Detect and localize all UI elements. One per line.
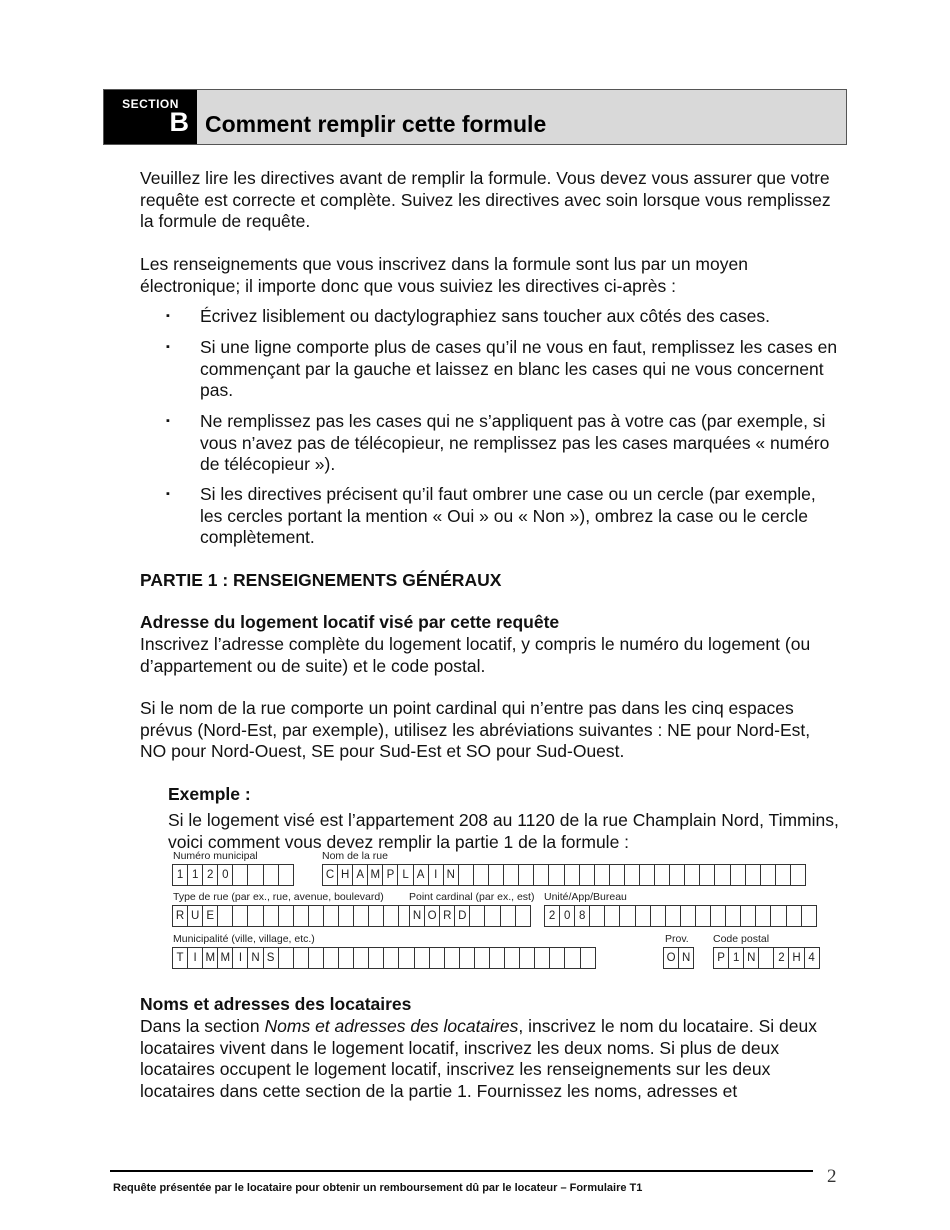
cardinal-text: Si le nom de la rue comporte un point cardinal qui n’entre pas dans les cinq espaces prévus (Nord-Est, par exemple), utilisez les abréviations suivantes : NE pour Nord-Est, NO pour Nord-Ouest, SE pour Sud-Est et SO pour Sud-Ouest. [140, 698, 811, 761]
tenants-text-rest: , inscrivez le nom du locataire. Si deux locataires vivent dans le logement locatif, inscrivez les deux noms. Si plus de deux locataires occupent le logement locatif, inscrivez les renseignements sur les deux locataires dans cette section de la partie 1. Fournissez les noms, adresses et [140, 1016, 818, 1101]
bullet-icon: ▪ [166, 341, 170, 353]
direction-box: O [424, 905, 440, 927]
label-street-name: Nom de la rue [322, 850, 388, 862]
unit-box [650, 905, 666, 927]
street-name-box [714, 864, 730, 886]
section-letter: B [169, 107, 189, 137]
street-name-box [684, 864, 700, 886]
municipality-box [549, 947, 565, 969]
municipality-box [534, 947, 550, 969]
unit-box [619, 905, 635, 927]
street-name-box [745, 864, 761, 886]
street-name-box: I [428, 864, 444, 886]
municipality-box [580, 947, 596, 969]
postal-code-box: H [788, 947, 804, 969]
street-number-boxes [172, 864, 293, 886]
municipality-box [414, 947, 430, 969]
street-name-box: H [337, 864, 353, 886]
unit-box [680, 905, 696, 927]
tenants-text [140, 1016, 840, 1102]
unit-box: 8 [574, 905, 590, 927]
label-street-type: Type de rue (par ex., rue, avenue, boulevard) [173, 891, 384, 903]
municipality-box [323, 947, 339, 969]
bullet-item-3: Ne remplissez pas les cases qui ne s’appliquent pas à votre cas (par exemple, si vous n’avez pas de télécopieur, ne remplissez pas les cases marquées « numéro de télécopieur »). [200, 411, 830, 474]
unit-box [801, 905, 817, 927]
street-name-box [564, 864, 580, 886]
street-type-box [338, 905, 354, 927]
province-box: N [678, 947, 694, 969]
bullet-item-4: Si les directives précisent qu’il faut ombrer une case ou un cercle (par exemple, les cercles portant la mention « Oui » ou « Non »), ombrez la case ou le cercle complètement. [200, 484, 816, 547]
street-type-box [293, 905, 309, 927]
street-name-boxes [322, 864, 805, 886]
municipality-box [353, 947, 369, 969]
municipality-box [564, 947, 580, 969]
label-unit: Unité/App/Bureau [544, 891, 627, 903]
street-name-box [579, 864, 595, 886]
street-name-box [669, 864, 685, 886]
municipality-box [489, 947, 505, 969]
tenants-text-italic: Noms et adresses des locataires [264, 1016, 519, 1036]
address-heading: Adresse du logement locatif visé par cette requête [140, 612, 560, 632]
postal-code-box: 1 [728, 947, 744, 969]
direction-box: R [439, 905, 455, 927]
address-text: Inscrivez l’adresse complète du logement locatif, y compris le numéro du logement (ou d’appartement ou de suite) et le code postal. [140, 634, 811, 676]
bullet-icon: ▪ [166, 415, 170, 427]
label-direction: Point cardinal (par ex., est) [409, 891, 535, 903]
bullet-item-1: Écrivez lisiblement ou dactylographiez sans toucher aux côtés des cases. [200, 306, 771, 326]
unit-box [786, 905, 802, 927]
street-name-box [790, 864, 806, 886]
street-name-box [548, 864, 564, 886]
postal-code-box: P [713, 947, 729, 969]
street-type-box [308, 905, 324, 927]
street-number-box [247, 864, 263, 886]
label-municipality: Municipalité (ville, village, etc.) [173, 933, 315, 945]
municipality-box [429, 947, 445, 969]
section-title: Comment remplir cette formule [205, 111, 547, 137]
municipality-box [293, 947, 309, 969]
postal-code-boxes [713, 947, 819, 969]
municipality-box [459, 947, 475, 969]
unit-box [665, 905, 681, 927]
street-name-box [760, 864, 776, 886]
municipality-box: M [217, 947, 233, 969]
direction-box [484, 905, 500, 927]
street-number-box: 2 [202, 864, 218, 886]
street-name-box [624, 864, 640, 886]
municipality-box [383, 947, 399, 969]
direction-box [500, 905, 516, 927]
street-type-box: U [187, 905, 203, 927]
page-number: 2 [827, 1166, 837, 1187]
street-name-box [730, 864, 746, 886]
direction-boxes [409, 905, 530, 927]
footer-text: Requête présentée par le locataire pour obtenir un remboursement dû par le locateur – Formulaire T1 [113, 1182, 643, 1194]
footer-rule [110, 1170, 813, 1172]
street-type-box [353, 905, 369, 927]
street-number-box: 1 [187, 864, 203, 886]
unit-box [604, 905, 620, 927]
example-heading: Exemple : [168, 784, 251, 804]
section-word: SECTION [122, 97, 179, 111]
unit-box [695, 905, 711, 927]
street-number-box: 1 [172, 864, 188, 886]
tenants-text-prefix: Dans la section [140, 1016, 265, 1036]
bullet-icon: ▪ [166, 310, 170, 322]
unit-box [589, 905, 605, 927]
unit-box [740, 905, 756, 927]
direction-box: D [454, 905, 470, 927]
street-name-box: A [352, 864, 368, 886]
street-type-box [247, 905, 263, 927]
province-box: O [663, 947, 679, 969]
street-name-box: N [443, 864, 459, 886]
unit-box [635, 905, 651, 927]
label-province: Prov. [665, 933, 689, 945]
unit-box [710, 905, 726, 927]
municipality-box: T [172, 947, 188, 969]
street-type-box [217, 905, 233, 927]
street-type-box [232, 905, 248, 927]
street-type-box [383, 905, 399, 927]
street-name-box [775, 864, 791, 886]
street-name-box [533, 864, 549, 886]
street-name-box [654, 864, 670, 886]
municipality-box [308, 947, 324, 969]
section-tag [104, 90, 197, 144]
street-name-box [518, 864, 534, 886]
municipality-box [368, 947, 384, 969]
street-name-box: C [322, 864, 338, 886]
unit-box: 2 [544, 905, 560, 927]
municipality-box [444, 947, 460, 969]
street-name-box [699, 864, 715, 886]
unit-box [755, 905, 771, 927]
street-name-box [473, 864, 489, 886]
street-type-boxes [172, 905, 414, 927]
direction-box [515, 905, 531, 927]
intro-paragraph-2: Les renseignements que vous inscrivez dans la formule sont lus par un moyen électronique; il importe donc que vous suiviez les directives ci-après : [140, 254, 748, 296]
label-postal-code: Code postal [713, 933, 770, 945]
municipality-box [504, 947, 520, 969]
section-header [103, 89, 847, 145]
municipality-box: I [232, 947, 248, 969]
street-name-box [594, 864, 610, 886]
postal-code-box: N [743, 947, 759, 969]
unit-box [725, 905, 741, 927]
street-number-box: 0 [217, 864, 233, 886]
example-text: Si le logement visé est l’appartement 208 au 1120 de la rue Champlain Nord, Timmins, voici comment vous devez remplir la partie 1 de la formule : [168, 810, 839, 852]
municipality-box [338, 947, 354, 969]
province-boxes [663, 947, 693, 969]
street-type-box [368, 905, 384, 927]
unit-boxes [544, 905, 816, 927]
street-number-box [278, 864, 294, 886]
label-street-number: Numéro municipal [173, 850, 258, 862]
street-number-box [263, 864, 279, 886]
postal-code-box: 4 [804, 947, 820, 969]
street-name-box: L [397, 864, 413, 886]
municipality-box [474, 947, 490, 969]
street-type-box [323, 905, 339, 927]
street-name-box [609, 864, 625, 886]
direction-box [469, 905, 485, 927]
tenants-heading: Noms et adresses des locataires [140, 994, 412, 1014]
street-name-box [488, 864, 504, 886]
street-type-box: E [202, 905, 218, 927]
street-type-box [263, 905, 279, 927]
municipality-box: N [247, 947, 263, 969]
street-name-box: P [382, 864, 398, 886]
municipality-box: S [263, 947, 279, 969]
bullet-item-2: Si une ligne comporte plus de cases qu’il ne vous en faut, remplissez les cases en commençant par la gauche et laissez en blanc les cases qui ne vous concernent pas. [200, 337, 838, 400]
street-name-box [639, 864, 655, 886]
street-name-box [458, 864, 474, 886]
municipality-boxes [172, 947, 595, 969]
postal-code-box: 2 [773, 947, 789, 969]
part1-heading: PARTIE 1 : RENSEIGNEMENTS GÉNÉRAUX [140, 570, 502, 590]
municipality-box [519, 947, 535, 969]
direction-box: N [409, 905, 425, 927]
bullet-icon: ▪ [166, 488, 170, 500]
street-type-box [278, 905, 294, 927]
municipality-box [398, 947, 414, 969]
municipality-box: I [187, 947, 203, 969]
street-name-box: A [413, 864, 429, 886]
street-type-box: R [172, 905, 188, 927]
municipality-box: M [202, 947, 218, 969]
street-name-box: M [367, 864, 383, 886]
unit-box: 0 [559, 905, 575, 927]
intro-paragraph-1: Veuillez lire les directives avant de remplir la formule. Vous devez vous assurer que votre requête est correcte et complète. Suivez les directives avec soin lorsque vous remplissez la formule de requête. [140, 168, 831, 231]
street-number-box [232, 864, 248, 886]
postal-code-box [758, 947, 774, 969]
municipality-box [278, 947, 294, 969]
unit-box [770, 905, 786, 927]
street-name-box [503, 864, 519, 886]
